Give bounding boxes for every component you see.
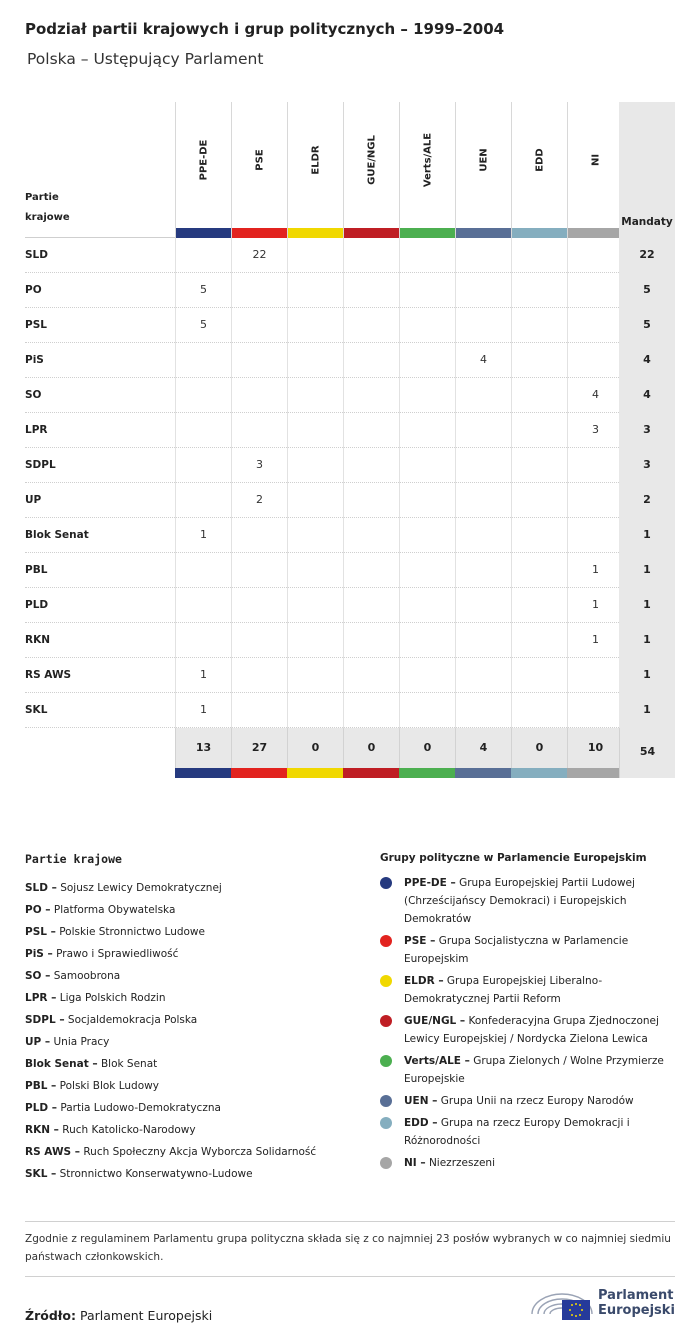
seat-count-cell bbox=[399, 238, 455, 273]
political-groups-legend bbox=[380, 852, 675, 1176]
seat-count-cell bbox=[287, 518, 343, 553]
group-color-dot-icon bbox=[380, 1015, 392, 1027]
party-name: PO bbox=[25, 284, 42, 296]
seat-count-cell bbox=[231, 553, 287, 588]
seat-count-cell bbox=[343, 623, 399, 658]
group-total-cell: 0 bbox=[511, 728, 567, 768]
column-header-label: PPE-DE bbox=[198, 139, 209, 181]
party-legend-item bbox=[25, 965, 355, 987]
seat-count-cell bbox=[511, 553, 567, 588]
group-abbr: NI – bbox=[404, 1157, 426, 1169]
group-total-cell: 27 bbox=[231, 728, 287, 768]
group-color-bar bbox=[400, 228, 455, 238]
table-row bbox=[25, 308, 675, 343]
party-legend-item bbox=[25, 1097, 355, 1119]
group-color-dot-icon bbox=[380, 877, 392, 889]
seat-count-cell bbox=[287, 308, 343, 343]
political-groups-heading: Grupy polityczne w Parlamencie Europejskim bbox=[380, 852, 647, 864]
seat-count-cell bbox=[455, 308, 511, 343]
group-full-name: Niezrzeszeni bbox=[428, 1157, 495, 1169]
group-color-bar bbox=[343, 768, 399, 778]
column-header-label: Verts/ALE bbox=[422, 132, 433, 188]
seat-count-cell: 1 bbox=[175, 658, 231, 693]
seat-count-cell bbox=[343, 238, 399, 273]
seat-count-cell bbox=[343, 378, 399, 413]
group-color-bar bbox=[232, 228, 287, 238]
seat-count-cell bbox=[399, 273, 455, 308]
seat-count-cell bbox=[231, 308, 287, 343]
party-abbr: SKL – bbox=[25, 1168, 57, 1180]
party-name: PBL bbox=[25, 564, 48, 576]
seat-count-cell bbox=[399, 483, 455, 518]
seat-count-cell bbox=[231, 658, 287, 693]
column-header-label: NI bbox=[590, 153, 601, 167]
group-color-bar bbox=[568, 228, 623, 238]
seat-count-cell bbox=[287, 413, 343, 448]
party-abbr: UP – bbox=[25, 1036, 51, 1048]
column-header-parties: Partie krajowe bbox=[25, 192, 70, 223]
seat-count-cell bbox=[343, 413, 399, 448]
group-color-dot-icon bbox=[380, 1055, 392, 1067]
seat-count-cell bbox=[511, 413, 567, 448]
group-legend-item bbox=[380, 972, 675, 1008]
group-color-bar bbox=[231, 768, 287, 778]
seat-count-cell bbox=[455, 448, 511, 483]
party-legend-item bbox=[25, 877, 355, 899]
table-row bbox=[25, 448, 675, 483]
party-abbr: PiS – bbox=[25, 948, 53, 960]
seat-count-cell bbox=[511, 693, 567, 728]
seat-count-cell bbox=[343, 518, 399, 553]
seat-count-cell: 1 bbox=[567, 553, 623, 588]
seat-count-cell bbox=[287, 448, 343, 483]
group-color-bar bbox=[344, 228, 399, 238]
column-header-label: EDD bbox=[534, 148, 545, 172]
group-full-name: Grupa Europejskiej Partii Ludowej (Chrześcijańscy Demokraci) i Europejskich Demokratów bbox=[404, 877, 635, 925]
party-legend-item bbox=[25, 1141, 355, 1163]
table-row bbox=[25, 588, 675, 623]
seat-count-cell bbox=[567, 273, 623, 308]
party-abbr: RS AWS – bbox=[25, 1146, 81, 1158]
seat-count-cell: 22 bbox=[231, 238, 287, 273]
party-legend-item bbox=[25, 899, 355, 921]
row-total-cell: 1 bbox=[619, 623, 675, 658]
row-total-cell: 1 bbox=[619, 693, 675, 728]
group-color-bar bbox=[175, 768, 231, 778]
seat-count-cell bbox=[567, 518, 623, 553]
seat-count-cell bbox=[287, 378, 343, 413]
party-full-name: Blok Senat bbox=[100, 1058, 158, 1070]
group-color-bar bbox=[456, 228, 511, 238]
party-abbr: SDPL – bbox=[25, 1014, 65, 1026]
column-header-ppe-de bbox=[175, 102, 231, 238]
group-color-dot-icon bbox=[380, 1117, 392, 1129]
seat-count-cell bbox=[399, 693, 455, 728]
table-row bbox=[25, 343, 675, 378]
table-row bbox=[25, 273, 675, 308]
seat-count-cell bbox=[175, 553, 231, 588]
table-row bbox=[25, 483, 675, 518]
row-total-cell: 1 bbox=[619, 658, 675, 693]
party-full-name: Polski Blok Ludowy bbox=[59, 1080, 159, 1092]
seat-count-cell: 1 bbox=[175, 693, 231, 728]
row-total-cell: 22 bbox=[619, 238, 675, 273]
column-header-label: UEN bbox=[478, 148, 489, 172]
party-name: PLD bbox=[25, 599, 49, 611]
seat-count-cell bbox=[511, 378, 567, 413]
table-row bbox=[25, 623, 675, 658]
seat-count-cell bbox=[287, 273, 343, 308]
column-header-ni bbox=[567, 102, 623, 238]
group-color-bar bbox=[176, 228, 231, 238]
row-total-cell: 5 bbox=[619, 273, 675, 308]
party-name: SKL bbox=[25, 704, 48, 716]
seat-count-cell bbox=[567, 343, 623, 378]
column-header-verts-ale bbox=[399, 102, 455, 238]
seat-count-cell bbox=[175, 378, 231, 413]
row-total-cell: 3 bbox=[619, 448, 675, 483]
group-total-cell: 10 bbox=[567, 728, 623, 768]
seat-count-cell bbox=[175, 588, 231, 623]
parliament-hemicycle-icon bbox=[528, 1286, 596, 1322]
totals-row bbox=[25, 728, 675, 768]
seat-count-cell: 2 bbox=[231, 483, 287, 518]
seat-count-cell bbox=[511, 658, 567, 693]
seat-count-cell bbox=[567, 693, 623, 728]
seat-count-cell bbox=[231, 588, 287, 623]
seat-count-cell bbox=[399, 413, 455, 448]
group-color-bar bbox=[511, 768, 567, 778]
group-color-dot-icon bbox=[380, 935, 392, 947]
seat-count-cell bbox=[231, 413, 287, 448]
grand-total-cell: 54 bbox=[619, 728, 675, 778]
group-color-dot-icon bbox=[380, 975, 392, 987]
party-legend-item bbox=[25, 1075, 355, 1097]
party-legend-item bbox=[25, 1053, 355, 1075]
column-header-label: GUE/NGL bbox=[366, 135, 377, 185]
seat-count-cell bbox=[511, 343, 567, 378]
seat-count-cell bbox=[175, 343, 231, 378]
seat-count-cell bbox=[399, 658, 455, 693]
party-full-name: Stronnictwo Konserwatywno-Ludowe bbox=[59, 1168, 253, 1180]
party-legend-item bbox=[25, 1163, 355, 1185]
column-header-eldr bbox=[287, 102, 343, 238]
seat-count-cell bbox=[567, 308, 623, 343]
national-parties-legend bbox=[25, 852, 355, 1185]
logo-text-line1: Parlament bbox=[598, 1288, 674, 1303]
party-name: RS AWS bbox=[25, 669, 72, 681]
page-subtitle: Polska – Ustępujący Parlament bbox=[27, 50, 264, 68]
seat-count-cell bbox=[287, 483, 343, 518]
group-full-name: Grupa na rzecz Europy Demokracji i Różnorodności bbox=[404, 1117, 630, 1147]
group-full-name: Grupa Unii na rzecz Europy Narodów bbox=[440, 1095, 634, 1107]
group-abbr: PSE – bbox=[404, 935, 436, 947]
party-legend-item bbox=[25, 987, 355, 1009]
party-full-name: Liga Polskich Rodzin bbox=[59, 992, 166, 1004]
seat-count-cell bbox=[567, 658, 623, 693]
party-abbr: SO – bbox=[25, 970, 51, 982]
seat-count-cell bbox=[399, 623, 455, 658]
seat-count-cell bbox=[511, 238, 567, 273]
group-legend-item bbox=[380, 1092, 675, 1110]
national-parties-heading: Partie krajowe bbox=[25, 852, 122, 866]
table-row bbox=[25, 693, 675, 728]
seat-count-cell bbox=[287, 623, 343, 658]
table-row bbox=[25, 658, 675, 693]
seat-count-cell bbox=[231, 623, 287, 658]
source-value: Parlament Europejski bbox=[79, 1308, 213, 1323]
party-full-name: Samoobrona bbox=[53, 970, 121, 982]
party-abbr: SLD – bbox=[25, 882, 57, 894]
seat-count-cell bbox=[175, 413, 231, 448]
seat-count-cell bbox=[399, 448, 455, 483]
group-color-bar bbox=[567, 768, 623, 778]
column-header-mandaty bbox=[619, 102, 675, 238]
seat-count-cell bbox=[455, 518, 511, 553]
group-total-cell: 0 bbox=[343, 728, 399, 768]
party-full-name: Partia Ludowo-Demokratyczna bbox=[60, 1102, 221, 1114]
group-legend-item bbox=[380, 932, 675, 968]
seat-count-cell bbox=[399, 518, 455, 553]
party-full-name: Prawo i Sprawiedliwość bbox=[56, 948, 179, 960]
column-header-uen bbox=[455, 102, 511, 238]
seat-count-cell bbox=[511, 518, 567, 553]
party-legend-item bbox=[25, 921, 355, 943]
seat-count-cell: 3 bbox=[231, 448, 287, 483]
group-abbr: UEN – bbox=[404, 1095, 438, 1107]
party-name: LPR bbox=[25, 424, 48, 436]
seat-count-cell bbox=[175, 238, 231, 273]
seat-count-cell bbox=[343, 448, 399, 483]
party-abbr: PLD – bbox=[25, 1102, 58, 1114]
seat-count-cell bbox=[511, 308, 567, 343]
seat-count-cell bbox=[567, 448, 623, 483]
seat-count-cell bbox=[455, 238, 511, 273]
party-name: PiS bbox=[25, 354, 44, 366]
seat-count-cell bbox=[567, 483, 623, 518]
group-abbr: ELDR – bbox=[404, 975, 444, 987]
group-abbr: EDD – bbox=[404, 1117, 438, 1129]
seat-count-cell bbox=[399, 553, 455, 588]
seat-count-cell bbox=[455, 483, 511, 518]
party-name: PSL bbox=[25, 319, 47, 331]
group-legend-item bbox=[380, 1154, 675, 1172]
seat-count-cell bbox=[399, 343, 455, 378]
party-full-name: Ruch Katolicko-Narodowy bbox=[62, 1124, 196, 1136]
european-parliament-logo bbox=[528, 1286, 678, 1326]
party-legend-item bbox=[25, 943, 355, 965]
column-header-label: PSE bbox=[254, 149, 265, 171]
footnote: Zgodnie z regulaminem Parlamentu grupa polityczna składa się z co najmniej 23 posłów wybranych w co najmniej siedmiu państwach członkowskich. bbox=[25, 1221, 675, 1277]
party-full-name: Ruch Społeczny Akcja Wyborcza Solidarność bbox=[83, 1146, 317, 1158]
group-total-cell: 13 bbox=[175, 728, 231, 768]
seat-count-cell bbox=[455, 273, 511, 308]
seat-count-cell bbox=[455, 693, 511, 728]
seat-count-cell bbox=[343, 483, 399, 518]
seat-count-cell bbox=[343, 308, 399, 343]
group-total-cell: 0 bbox=[399, 728, 455, 768]
seat-count-cell bbox=[343, 343, 399, 378]
group-abbr: Verts/ALE – bbox=[404, 1055, 470, 1067]
seat-count-cell bbox=[287, 343, 343, 378]
group-total-cell: 4 bbox=[455, 728, 511, 768]
seat-count-cell: 5 bbox=[175, 273, 231, 308]
source bbox=[25, 1308, 212, 1323]
group-color-dot-icon bbox=[380, 1157, 392, 1169]
source-label: Źródło: bbox=[25, 1308, 76, 1323]
seat-count-cell: 1 bbox=[175, 518, 231, 553]
seat-count-cell bbox=[455, 378, 511, 413]
seat-count-cell bbox=[343, 588, 399, 623]
party-name: SO bbox=[25, 389, 42, 401]
row-total-cell: 1 bbox=[619, 553, 675, 588]
seat-count-cell bbox=[399, 588, 455, 623]
party-abbr: PBL – bbox=[25, 1080, 57, 1092]
seat-count-cell bbox=[175, 483, 231, 518]
column-header-label: ELDR bbox=[310, 145, 321, 175]
seat-count-cell bbox=[455, 588, 511, 623]
party-full-name: Sojusz Lewicy Demokratycznej bbox=[60, 882, 222, 894]
party-name: RKN bbox=[25, 634, 51, 646]
party-abbr: PO – bbox=[25, 904, 51, 916]
seat-count-cell bbox=[343, 658, 399, 693]
party-abbr: LPR – bbox=[25, 992, 57, 1004]
party-full-name: Unia Pracy bbox=[53, 1036, 110, 1048]
group-full-name: Grupa Europejskiej Liberalno-Demokratycznej Partii Reform bbox=[404, 975, 603, 1005]
seat-count-cell: 4 bbox=[455, 343, 511, 378]
seat-count-cell bbox=[399, 378, 455, 413]
seat-count-cell bbox=[231, 343, 287, 378]
seat-count-cell bbox=[231, 518, 287, 553]
seat-count-cell bbox=[511, 588, 567, 623]
seat-count-cell bbox=[287, 693, 343, 728]
column-header-label: Mandaty bbox=[621, 216, 673, 228]
group-color-bar bbox=[512, 228, 567, 238]
row-total-cell: 1 bbox=[619, 518, 675, 553]
row-total-cell: 5 bbox=[619, 308, 675, 343]
column-header-gue-ngl bbox=[343, 102, 399, 238]
seat-count-cell bbox=[511, 623, 567, 658]
seat-count-cell bbox=[399, 308, 455, 343]
seat-count-cell bbox=[343, 693, 399, 728]
table-row bbox=[25, 413, 675, 448]
group-full-name: Grupa Zielonych / Wolne Przymierze Europejskie bbox=[404, 1055, 664, 1085]
seat-count-cell bbox=[231, 378, 287, 413]
group-abbr: GUE/NGL – bbox=[404, 1015, 466, 1027]
table-row bbox=[25, 378, 675, 413]
row-total-cell: 3 bbox=[619, 413, 675, 448]
row-total-cell: 1 bbox=[619, 588, 675, 623]
party-full-name: Platforma Obywatelska bbox=[53, 904, 176, 916]
group-color-dot-icon bbox=[380, 1095, 392, 1107]
row-total-cell: 4 bbox=[619, 378, 675, 413]
seat-count-cell bbox=[287, 658, 343, 693]
party-abbr: PSL – bbox=[25, 926, 56, 938]
group-full-name: Grupa Socjalistyczna w Parlamencie Europejskim bbox=[404, 935, 629, 965]
seat-count-cell: 3 bbox=[567, 413, 623, 448]
seat-count-cell bbox=[231, 273, 287, 308]
seat-count-cell bbox=[343, 273, 399, 308]
seat-count-cell: 5 bbox=[175, 308, 231, 343]
group-color-bar bbox=[455, 768, 511, 778]
logo-text-line2: Europejski bbox=[598, 1303, 675, 1318]
seat-count-cell: 1 bbox=[567, 588, 623, 623]
row-total-cell: 2 bbox=[619, 483, 675, 518]
group-color-bar bbox=[287, 768, 343, 778]
seat-count-cell: 1 bbox=[567, 623, 623, 658]
party-legend-item bbox=[25, 1119, 355, 1141]
party-name: UP bbox=[25, 494, 42, 506]
party-name: SLD bbox=[25, 249, 48, 261]
seat-count-cell bbox=[455, 623, 511, 658]
party-abbr: RKN – bbox=[25, 1124, 59, 1136]
table-row bbox=[25, 553, 675, 588]
seat-count-cell bbox=[287, 238, 343, 273]
seat-count-cell bbox=[511, 273, 567, 308]
seat-count-cell bbox=[455, 413, 511, 448]
group-legend-item bbox=[380, 1012, 675, 1048]
group-legend-item bbox=[380, 1114, 675, 1150]
seat-count-cell bbox=[343, 553, 399, 588]
column-header-edd bbox=[511, 102, 567, 238]
seat-count-cell bbox=[455, 658, 511, 693]
party-name: SDPL bbox=[25, 459, 56, 471]
seat-count-cell bbox=[455, 553, 511, 588]
party-legend-item bbox=[25, 1031, 355, 1053]
table-row bbox=[25, 238, 675, 273]
party-abbr: Blok Senat – bbox=[25, 1058, 98, 1070]
group-color-bar bbox=[399, 768, 455, 778]
seat-count-cell bbox=[511, 483, 567, 518]
group-color-bar bbox=[288, 228, 343, 238]
column-header-pse bbox=[231, 102, 287, 238]
group-total-cell: 0 bbox=[287, 728, 343, 768]
party-name: Blok Senat bbox=[25, 529, 89, 541]
seat-count-cell bbox=[231, 693, 287, 728]
group-legend-item bbox=[380, 874, 675, 928]
group-legend-item bbox=[380, 1052, 675, 1088]
seat-count-cell: 4 bbox=[567, 378, 623, 413]
seat-count-cell bbox=[287, 553, 343, 588]
party-full-name: Socjaldemokracja Polska bbox=[67, 1014, 198, 1026]
group-full-name: Konfederacyjna Grupa Zjednoczonej Lewicy Europejskiej / Nordycka Zielona Lewica bbox=[404, 1015, 659, 1045]
seat-count-cell bbox=[567, 238, 623, 273]
page-title: Podział partii krajowych i grup politycznych – 1999–2004 bbox=[25, 20, 505, 38]
seat-count-cell bbox=[175, 623, 231, 658]
seat-count-cell bbox=[287, 588, 343, 623]
party-legend-item bbox=[25, 1009, 355, 1031]
table-row bbox=[25, 518, 675, 553]
row-total-cell: 4 bbox=[619, 343, 675, 378]
seat-count-cell bbox=[511, 448, 567, 483]
group-abbr: PPE-DE – bbox=[404, 877, 456, 889]
party-full-name: Polskie Stronnictwo Ludowe bbox=[59, 926, 205, 938]
seat-count-cell bbox=[175, 448, 231, 483]
